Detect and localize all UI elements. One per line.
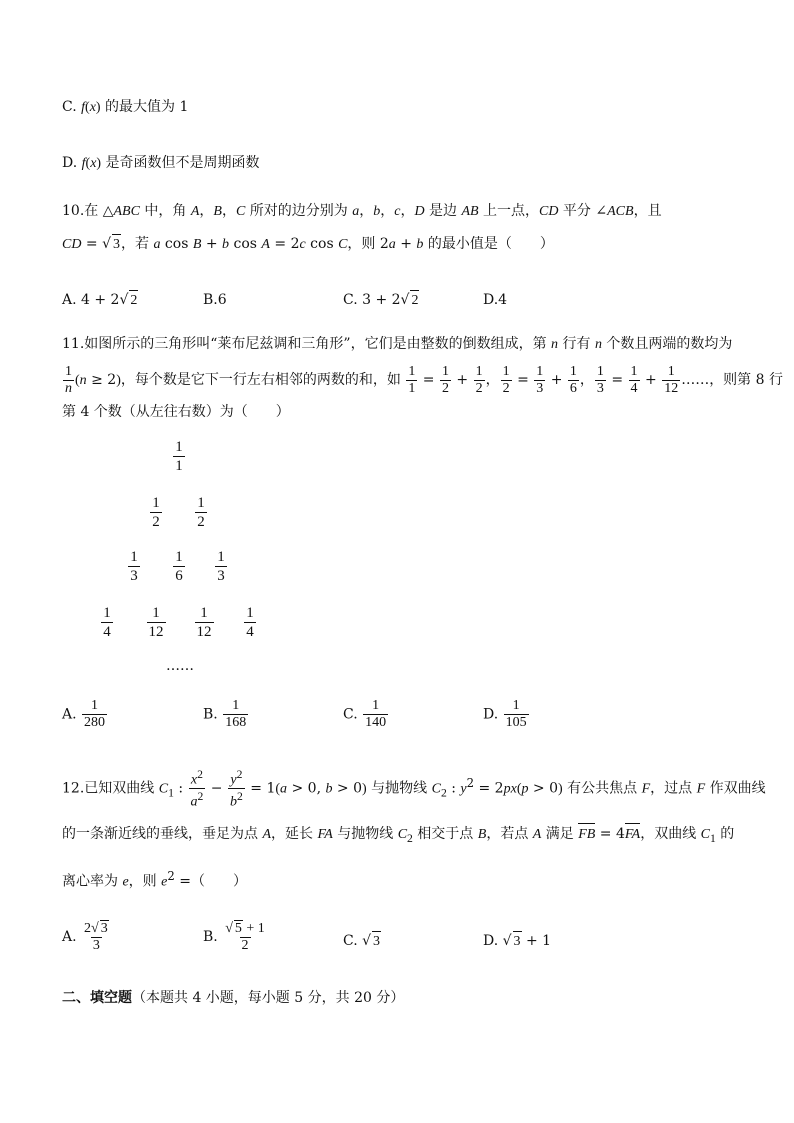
triangle-cell: $\frac{1}{12}$: [148, 605, 164, 640]
q11-option-a: A. $\frac{1}{280}$: [62, 698, 106, 730]
q11-stem-line3: 第 4 个数（从左往右数）为（ ）: [62, 404, 290, 420]
section-title: 二、填空题: [62, 990, 132, 1006]
q9-option-c: C. f(x) 的最大值为 1: [62, 99, 189, 115]
q10-option-b: B.6: [203, 292, 227, 308]
q10-stem-line2: CD = √ 3，若 a cos B + b cos A = 2c cos C，则 2a + b 的最小值是（ ）: [62, 234, 554, 255]
q12-option-d: D. √ 3 + 1: [483, 931, 551, 952]
q12-stem-line1: 12.已知双曲线 $C_1$ : $\frac{x^2}{a^2}$ − $\frac{y^2}{b^2}$ = 1(a > 0, b > 0) 与抛物线 $C_2$ : $y^2 = 2px(p > 0)$ 有公共焦点 F，过点 F 作双曲线: [62, 767, 766, 810]
triangle-cell: $\frac{1}{1}$: [175, 439, 183, 474]
triangle-cell: $\frac{1}{4}$: [246, 605, 254, 640]
triangle-cell: $\frac{1}{3}$: [130, 549, 138, 584]
q11-option-c: C. $\frac{1}{140}$: [343, 698, 387, 730]
q12-option-c: C. √ 3: [343, 931, 381, 952]
q11-stem-line2: $\frac{1}{n}$ (n ≥ 2)，每个数是它下一行左右相邻的两数的和，如 $\frac{1}{1}$ = $\frac{1}{2}$ + $\frac{1}{2}$ ， $\frac{1}{2}$ = $\frac{1}{3}$ + $\frac{1}{6}$ ， $\frac{1}{3}$ = $\frac{1}{4}$ + $\frac{1}{12}$ ……，则第 8 行: [65, 363, 783, 396]
q10-option-d: D.4: [483, 292, 508, 308]
q10-stem-line1: 10.在 △ABC 中，角 A，B，C 所对的边分别为 a，b，c，D 是边 AB 上一点，CD 平分 ∠ACB，且: [62, 203, 662, 219]
q12-option-b: B. $\frac{√ 5 + 1}{2}$: [203, 921, 265, 953]
triangle-cell: $\frac{1}{12}$: [196, 605, 212, 640]
triangle-cell: $\frac{1}{2}$: [197, 495, 205, 530]
q12-option-a: A. $\frac{2√ 3}{3}$: [62, 921, 108, 953]
triangle-cell: $\frac{1}{6}$: [175, 549, 183, 584]
q11-option-b: B. $\frac{1}{168}$: [203, 698, 247, 730]
q11-stem-line1: 11.如图所示的三角形叫“莱布尼兹调和三角形”，它们是由整数的倒数组成，第 n 行有 n 个数且两端的数均为: [62, 336, 733, 352]
triangle-cell: $\frac{1}{4}$: [103, 605, 111, 640]
q10-option-a: A. 4 + 2√ 2: [62, 290, 138, 311]
section-heading: [62, 988, 404, 1008]
section-note: （本题共 4 小题，每小题 5 分，共 20 分）: [132, 990, 405, 1006]
q9-option-d: D. f(x) 是奇函数但不是周期函数: [62, 155, 260, 171]
q12-stem-line3: 离心率为 e，则 $e^2$ =（ ）: [62, 869, 247, 890]
q11-option-d: D. $\frac{1}{105}$: [483, 698, 527, 730]
triangle-cell: $\frac{1}{2}$: [152, 495, 160, 530]
triangle-cell: $\frac{1}{3}$: [217, 549, 225, 584]
triangle-ellipsis: ……: [166, 658, 194, 674]
q10-option-c: C. 3 + 2√ 2: [343, 290, 419, 311]
q12-stem-line2: 的一条渐近线的垂线，垂足为点 A，延长 FA 与抛物线 $C_2$ 相交于点 B，若点 A 满足 FB = 4FA，双曲线 $C_1$ 的: [62, 826, 735, 845]
